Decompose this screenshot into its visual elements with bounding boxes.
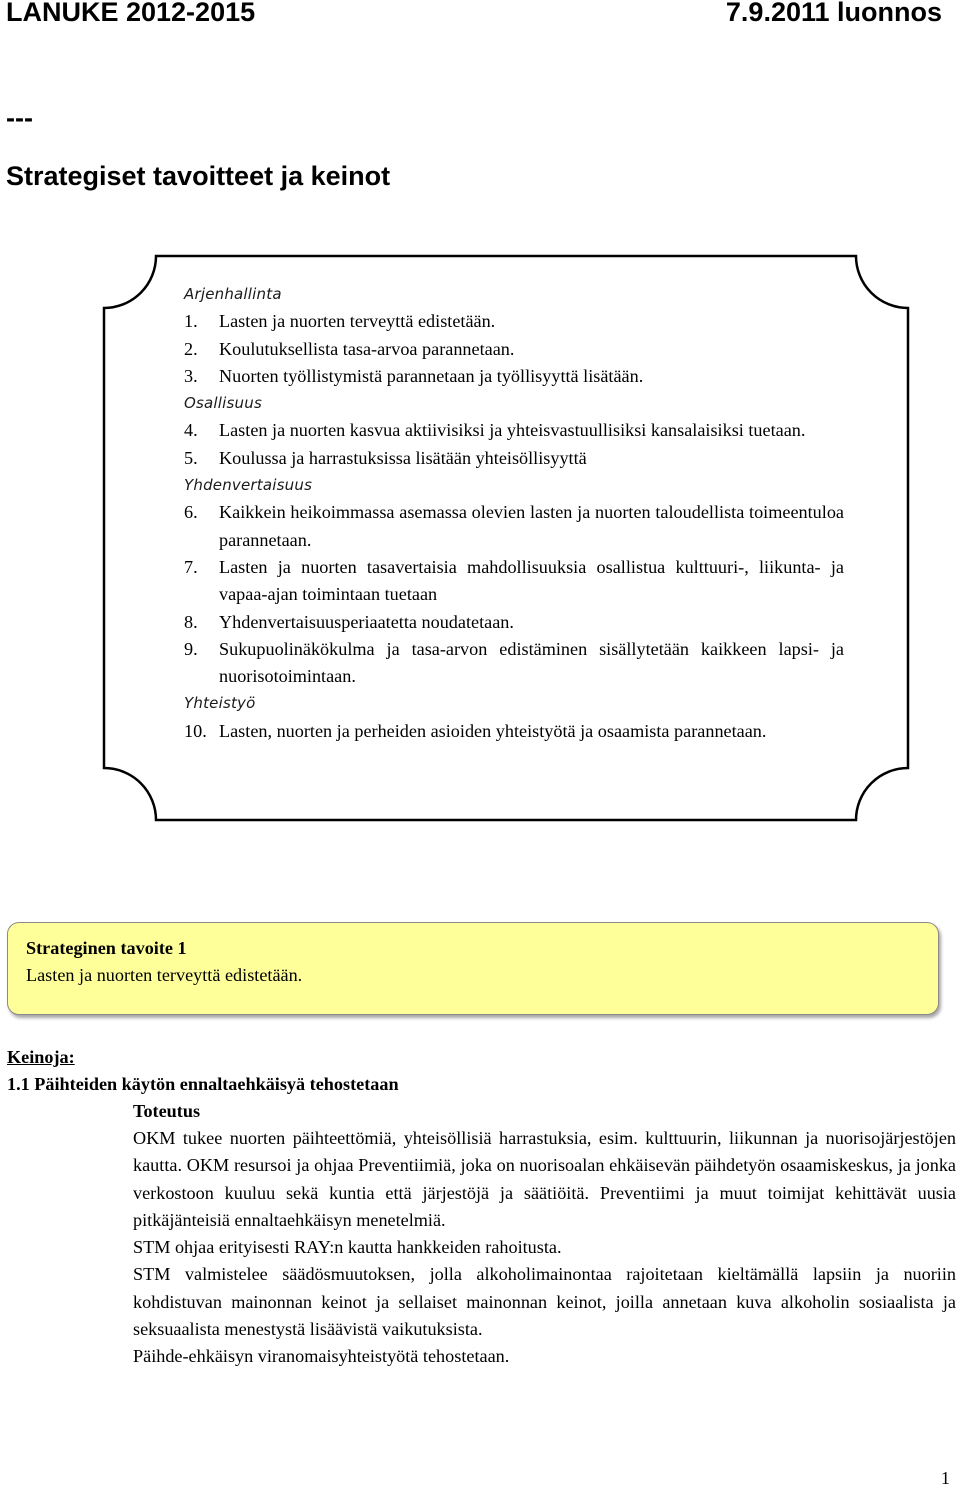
goal-number: 4. (184, 420, 198, 441)
goal-text: Lasten ja nuorten tasavertaisia mahdollisuuksia osallistua kulttuuri-, liikunta- ja vapaa-ajan toimintaan tuetaan (219, 556, 844, 605)
goal-item (184, 363, 844, 390)
implementation-paragraph: STM ohjaa erityisesti RAY:n kautta hankkeiden rahoitusta. (133, 1237, 562, 1258)
goal-text: Koulutuksellista tasa-arvoa parannetaan. (219, 338, 515, 359)
goal-number: 9. (184, 638, 198, 659)
implementation-label: Toteutus (133, 1101, 201, 1121)
header-document-title: LANUKE 2012-2015 (6, 0, 256, 27)
goal-item (184, 445, 844, 472)
goal-text: Lasten ja nuorten terveyttä edistetään. (219, 311, 496, 332)
goal-text: Koulussa ja harrastuksissa lisätään yhteisöllisyyttä (219, 447, 587, 468)
goal-text: Lasten ja nuorten kasvua aktiivisiksi ja yhteisvastuullisiksi kansalaisiksi tuetaan. (219, 420, 806, 441)
goal-category: Yhdenvertaisuus (184, 476, 313, 495)
goal-item (184, 336, 844, 363)
goal-item (184, 636, 844, 691)
goal-number: 8. (184, 611, 198, 632)
strategic-goal-title: Strateginen tavoite 1 (26, 938, 187, 958)
goal-number: 6. (184, 502, 198, 523)
implementation-body (133, 1125, 956, 1371)
goal-text: Nuorten työllistymistä parannetaan ja työllisyyttä lisätään. (219, 365, 644, 386)
goal-category: Yhteistyö (184, 694, 256, 713)
separator: --- (6, 103, 33, 133)
goal-number: 10. (184, 720, 207, 741)
goal-category: Osallisuus (184, 394, 262, 413)
goal-text: Sukupuolinäkökulma ja tasa-arvon edistäminen sisällytetään kaikkeen lapsi- ja nuorisotoimintaan. (219, 638, 844, 687)
strategic-goal-text: Lasten ja nuorten terveyttä edistetään. (26, 965, 303, 986)
implementation-paragraph: STM valmistelee säädösmuutoksen, jolla alkoholimainontaa rajoitetaan kieltämällä lapsiin ja nuoriin kohdistuvan mainonnan keinot ja sellaiset mainonnan keinot, joilla annetaan kuva alkoholin sosiaalista ja seksuaalista menestystä lisäävistä vaikutuksista. (133, 1264, 956, 1340)
goal-item (184, 718, 844, 745)
strategic-goal-box (7, 922, 939, 1015)
measure-title: 1.1 Päihteiden käytön ennaltaehkäisyä tehostetaan (7, 1074, 399, 1094)
goal-item (184, 554, 844, 609)
goal-text: Yhdenvertaisuusperiaatetta noudatetaan. (219, 611, 514, 632)
goal-text: Lasten, nuorten ja perheiden asioiden yhteistyötä ja osaamista parannetaan. (219, 720, 767, 741)
goal-item (184, 609, 844, 636)
header-draft-date: 7.9.2011 luonnos (725, 0, 942, 27)
page-title: Strategiset tavoitteet ja keinot (6, 161, 391, 191)
goal-number: 3. (184, 365, 198, 386)
goal-number: 7. (184, 556, 198, 577)
goal-item (184, 417, 844, 444)
goal-category: Arjenhallinta (184, 285, 282, 303)
goal-number: 5. (184, 447, 198, 468)
goal-number: 2. (184, 338, 198, 359)
goal-item (184, 499, 844, 554)
goal-item (184, 308, 844, 335)
goal-number: 1. (184, 311, 198, 332)
implementation-paragraph: Päihde-ehkäisyn viranomaisyhteistyötä tehostetaan. (133, 1346, 510, 1367)
goals-list (184, 281, 844, 745)
means-label: Keinoja: (7, 1047, 75, 1067)
page-number: 1 (940, 1468, 950, 1488)
goal-text: Kaikkein heikoimmassa asemassa olevien lasten ja nuorten taloudellista toimeentuloa parannetaan. (219, 502, 844, 550)
implementation-paragraph: OKM tukee nuorten päihteettömiä, yhteisöllisiä harrastuksia, esim. kulttuurin, liikunnan ja nuorisojärjestöjen kautta. OKM resursoi ja ohjaa Preventiimiä, joka on nuorisoalan ehkäisevän päihdetyön osaamiskeskus, ja jonka verkostoon kuuluu sekä kuntia että järjestöjä ja säätiöitä. Preventiimi ja muut toimijat kehittävät uusia pitkäjänteisiä ennaltaehkäisyn menetelmiä. (133, 1128, 956, 1230)
